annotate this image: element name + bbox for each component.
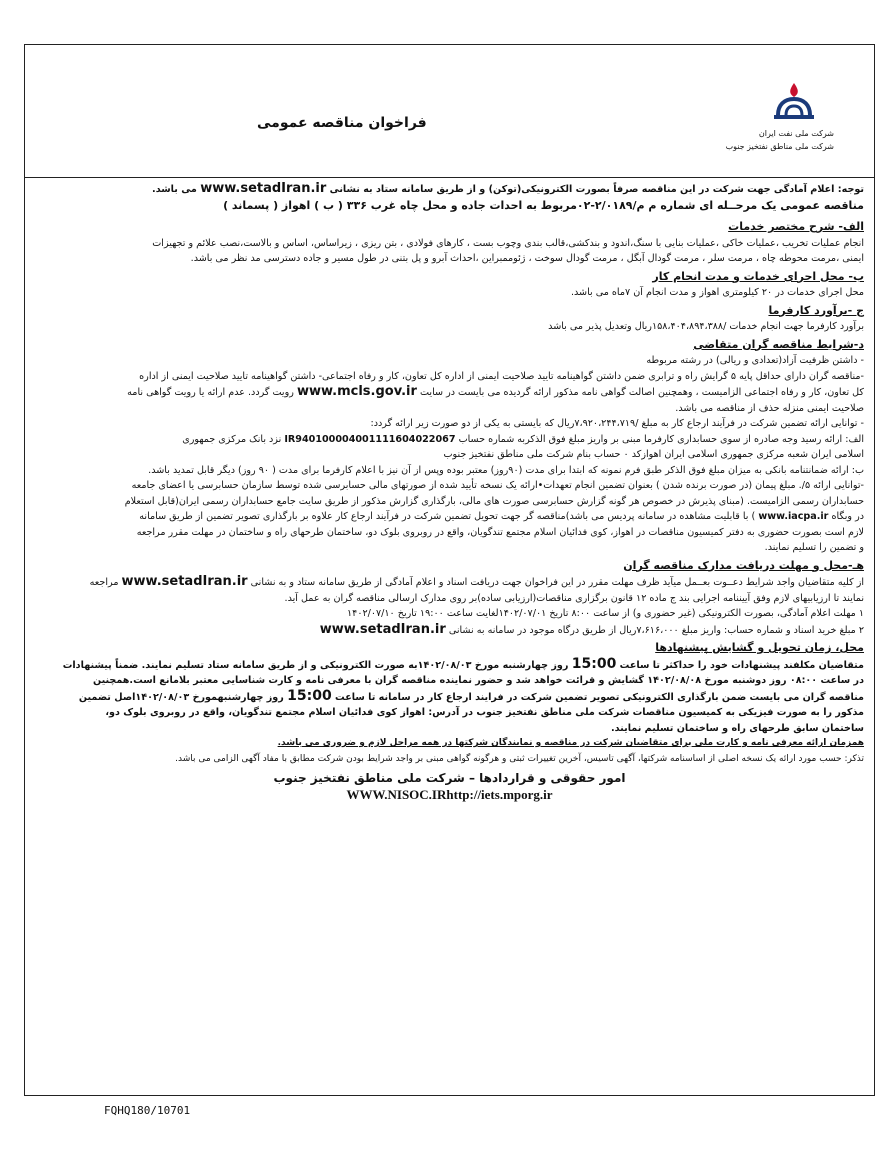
company-line-2: شرکت ملی مناطق نفتخیز جنوب [725,142,834,151]
deadline-time: 15:00 [571,655,617,672]
section-e-line: ۱ مهلت اعلام آمادگی، بصورت الکترونیکی (غیر حضوری و) از ساعت ۸:۰۰ تاریخ ۱۴۰۲/۰۷/۰۱لغایت ساعت ۱۹:۰۰ تاریخ ۱۴۰۲/۰۷/۱۰ [347,608,864,619]
section-b-heading: ب- محل اجرای خدمات و مدت انجام کار [652,269,864,283]
signature: امور حقوقی و قراردادها – شرکت ملی مناطق نفتخیز جنوب [273,771,626,785]
iban-number: IR940100004001111604022067 [284,433,456,445]
section-f-text: مناقصه گران می بایست ضمن بارگذاری الکترونیکی تصویر تضمین شرکت در فرایند ارجاع کار در سامانه تا ساعت [335,691,864,703]
section-f-line: مذکور را به صورت فیزیکی به کمیسیون مناقصات شرکت ملی مناطق نفتخیز جنوب در آدرس: اهواز کوی فدائیان اسلام مجتمع تندگویان، واقع در روبروی بلوک دو، [105,707,864,718]
iacpa-link[interactable]: www.iacpa.ir [758,511,829,522]
form-code: FQHQ180/10701 [104,1104,191,1117]
section-d-line: لازم است بصورت حضوری به دفتر کمیسیون مناقصات در اهواز، کوی فدائیان اسلام مجتمع تندگویان، واقع در روبروی بلوک دو، ساختمان طرحهای راه و ساختمان در مهلت مقرر مراجعه [136,526,864,538]
section-d-line: اسلامی ایران شعبه مرکزی جمهوری اسلامی ایران اهوازکد ۰ حساب بنام شرکت ملی مناطق نفتخیز جنوب [443,449,864,460]
websites[interactable]: WWW.NISOC.IRhttp://iets.mporg.ir [346,786,553,802]
section-a-heading: الف- شرح مختصر خدمات [728,220,864,233]
section-d-line: -توانایی ارائه ۵/. مبلغ پیمان (در صورت برنده شدن ) بعنوان تضمین انجام تعهدات•ارائه یک نسخه تأیید شده از صورتهای مالی حسابرسی شده توسط سازمان حسابرسی یا اعضای جامعه [131,480,864,491]
setad-link[interactable]: www.setadIran.ir [121,574,248,589]
company-line-1: شرکت ملی نفت ایران [758,129,834,138]
section-d-text: الف: ارائه رسید وجه صادره از سوی حسابداری کارفرما مبنی بر واریز مبلغ فوق الذکربه شماره حساب [458,433,864,445]
section-d-text: رویت گردد. عدم ارائه یا رویت گواهی نامه [127,387,294,398]
notice-text: توجه: اعلام آمادگی جهت شرکت در این مناقصه صرفاً بصورت الکترونیکی(توکن) و از طریق سامانه ستاد به نشانی [329,184,864,195]
section-a-line: انجام عملیات تخریب ،عملیات خاکی ،عملیات بنایی با سنگ،اندود و بندکشی،قالب بندی وچوب بست ، کارهای فولادی ، بتن ریزی ، زیراساس، اساس و بالاست،نصب علائم و تجهیزات [152,237,864,249]
section-c-heading: ج -برآورد کارفرما [768,303,864,317]
section-d-text: ) با قابلیت مشاهده در سامانه پردیس می باشد)مناقصه گر جهت تحویل تضمین شرکت در فرآیند ارجاع کار علاوه بر بارگذاری تصویر تضمین از طریق سامانه [139,511,756,522]
section-d-line: صلاحیت ایمنی منزله حذف از مناقصه می باشد. [675,402,864,414]
section-e-line: نمایند تا ارزیابیهای لازم وفق آییننامه اجرایی بند ج ماده ۱۲ قانون برگزاری مناقصات(ارزیابی ساده)بر روی مدارک ارسالی مناقصه گران به عمل آید. [284,592,864,604]
section-e-text: مراجعه [89,577,119,588]
section-d-text: نزد بانک مرکزی جمهوری [182,433,282,445]
company-names [726,127,834,153]
document-body [35,181,864,802]
notice [35,181,864,198]
section-e-heading: هـ-محل و مهلت دریافت مدارک مناقصه گران [623,558,864,572]
section-d-text: کل تعاون، کار و رفاه اجتماعی الزامیست ، وهمچنین اصالت گواهی نامه مذکور ارائه گردیده می بایست در سایت [419,387,864,398]
section-e-text: ۲ مبلغ خرید اسناد و شماره حساب: واریز مبلغ ۷،۶۱۶،۰۰۰ریال از طریق درگاه موجود در سامانه به نشانی [448,624,864,636]
setad-link[interactable]: www.setadIran.ir [200,181,327,196]
section-f-heading: محل، زمان تحویل و گشایش پیشنهادها [655,641,864,654]
setad-link[interactable]: www.setadIran.ir [319,621,446,637]
section-f-text: روز چهارشنبهمورخ ۱۴۰۲/۰۸/۰۳اصل تضمین [78,691,284,703]
document-frame [24,44,875,1096]
section-d-line [35,432,864,448]
section-f-line [35,657,864,674]
section-a-line: ایمنی ،مرمت محوطه چاه ، مرمت سلر ، مرمت گودال آبگل ، مرمت گودال سوخت ، ژئوممبراین ،احداث آبرو و پل بتنی در طول مسیر و جاده دسترسی مد نظر می باشد. [190,253,864,264]
section-d-line: ب: ارائه ضمانتنامه بانکی به میزان مبلغ فوق الذکر طبق فرم نمونه که ابتدا برای مدت (۹۰روز) معتبر بوده وپس از آن نیز با اعلام کارفرما برای مدت ( ۹۰ روز) دیگر قابل تمدید باشد. [148,464,864,476]
nioc-logo-icon [770,81,818,121]
section-d-text: در وبگاه [831,511,864,522]
section-d-line [35,384,864,401]
section-e-line [35,622,864,639]
section-e-text: از کلیه متقاضیان واجد شرایط دعــوت بعــمل میآید ظرف مهلت مقرر در این فراخوان جهت دریافت اسناد و اعلام آمادگی از طریق سامانه ستاد و به نشانی [250,577,864,588]
notice-tail: می باشد. [152,184,197,195]
section-d-heading: د-شرایط مناقصه گران متقاضی [693,337,864,351]
mandatory-note: همزمان ارائه معرفی نامه و کارت ملی برای متقاضیان شرکت در مناقصه و نمایندگان شرکتها در همه مراحل لازم و ضروری می باشد. [277,738,864,748]
section-d-line [35,509,864,525]
section-e-line [35,574,864,591]
section-f-text: متقاضیان مکلفند پیشنهادات خود را حداکثر تا ساعت [619,659,864,671]
section-d-line: - توانایی ارائه تضمین شرکت در فرآیند ارجاع کار به مبلغ /۷،۹۲۰،۲۴۴،۷۱۹ریال که بایستی به یکی از دو صورت زیر ارائه گردد: [370,418,864,429]
deadline-time: 15:00 [287,687,332,704]
section-f-line: ساختمان سابق طرحهای راه و ساختمان تسلیم نمایند. [611,722,864,734]
mcls-link[interactable]: www.mcls.gov.ir [296,384,417,399]
reminder-note: تذکر: حسب مورد ارائه یک نسخه اصلی از اساسنامه شرکتها، آگهی تاسیس، آخرین تغییرات ثبتی و هرگونه گواهی مبنی بر واجد شرایط بودن شرکت مطابق با مفاد آگهی الزامی می باشد. [175,753,864,764]
section-d-line: - داشتن ظرفیت آزاد(تعدادی و ریالی) در رشته مربوطه [646,355,864,366]
section-f-text: روز چهارشنبه مورخ ۱۴۰۲/۰۸/۰۳به صورت الکترونیکی و از طریق سامانه ستاد تسلیم نمایند. ضمناً پیشنهادات [62,659,569,671]
section-d-line: -مناقصه گران دارای حداقل پایه ۵ گرایش راه و ترابری ضمن داشتن گواهینامه تایید صلاحیت ایمنی از اداره کل تعاون، کار و رفاه اجتماعی- داشتن گواهینامه تایید صلاحیت ایمنی از اداره [139,370,864,382]
section-c-line: برآورد کارفرما جهت انجام خدمات /۱۵۸،۴۰۴،۸۹۴،۳۸۸ریال وتعدیل پذیر می باشد [548,321,864,332]
section-f-line: در ساعت ۰۸:۰۰ روز دوشنبه مورخ ۱۴۰۲/۰۸/۰۸ گشایش و قرائت خواهد شد و حضور نماینده مناقصه گران با معرفی نامه و کارت شناسایی معتبر بلامانع است.همچنین [92,675,864,686]
section-b-line: محل اجرای خدمات در ۲۰ کیلومتری اهواز و مدت انجام آن ۷ماه می باشد. [570,287,864,298]
section-d-line: حسابداران رسمی الزامیست. (مبنای پذیرش در خصوص هر گونه گزارش حسابرسی صورت های مالی، بارگذاری گزارش مذکور از طریق سایت جامع حسابداران رسمی ایران(قابل استعلام [124,495,864,507]
section-f-line [35,689,864,706]
section-d-line: و تضمین را تسلیم نمایند. [764,542,864,553]
document-title: فراخوان مناقصه عمومی [257,115,427,131]
tender-title: مناقصه عمومی یک مرحــله ای شماره م م/۲/۰۱۸۹-۰۲مربوط به احدات جاده و محل چاه غرب ۳۳۶ ( ب ) اهواز ( پسماند ) [223,198,864,212]
document-header [25,45,874,178]
